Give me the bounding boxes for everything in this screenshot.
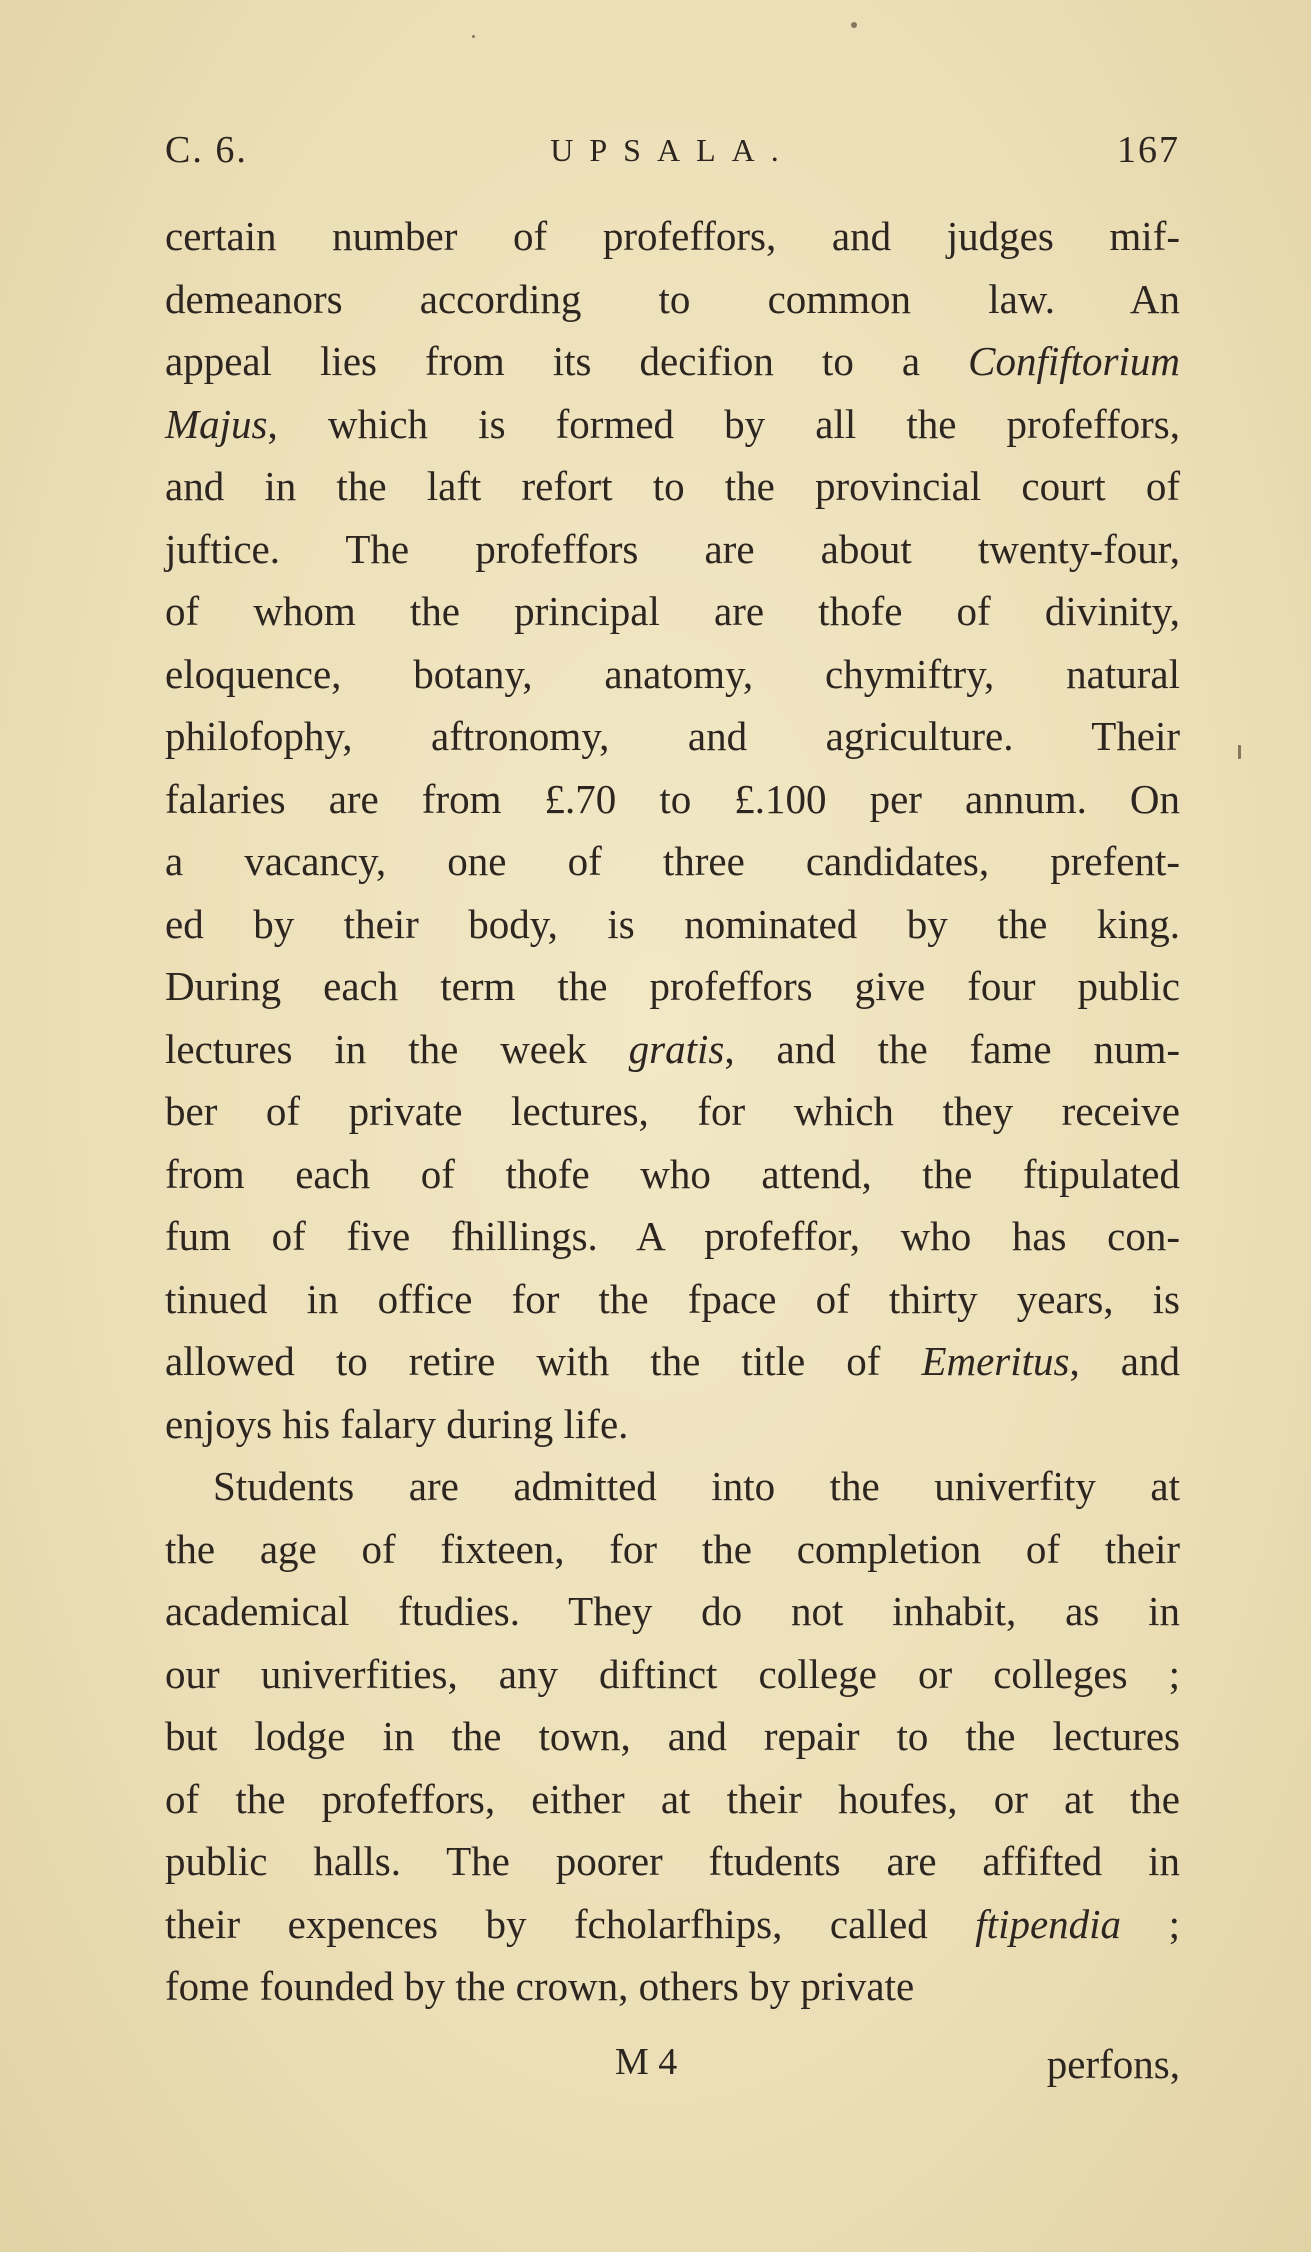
text-segment: of whom the principal are thofe of divinity,	[165, 588, 1180, 634]
italic-term: ftipendia	[975, 1900, 1122, 1947]
text-line	[165, 330, 1180, 393]
body-text	[165, 205, 1180, 2018]
italic-term: Majus	[165, 400, 268, 447]
text-segment: tinued in office for the fpace of thirty years, is	[165, 1275, 1180, 1322]
text-segment: academical ftudies. They do not inhabit, as in	[165, 1588, 1180, 1634]
text-line	[165, 705, 1180, 768]
text-line	[165, 768, 1180, 831]
text-line	[165, 268, 1180, 331]
text-segment: lectures in the week	[165, 1025, 629, 1072]
text-segment: of the profeffors, either at their houfes, or at the	[165, 1775, 1180, 1822]
text-line	[165, 1580, 1180, 1643]
text-segment: , and the fame num-	[724, 1025, 1180, 1072]
italic-term: Emeritus	[921, 1338, 1070, 1384]
text-line	[165, 1268, 1180, 1331]
text-segment: our univerfities, any diftinct college or colleges ;	[165, 1650, 1180, 1697]
text-line	[165, 580, 1180, 643]
text-segment: falaries are from £.70 to £.100 per annum. On	[165, 775, 1180, 822]
text-line	[165, 205, 1180, 268]
text-segment: but lodge in the town, and repair to the lectures	[165, 1713, 1180, 1759]
italic-term: gratis	[628, 1025, 725, 1072]
text-segment: Students are admitted into the univerfity at	[213, 1463, 1180, 1509]
text-segment: ber of private lectures, for which they receive	[165, 1088, 1180, 1134]
text-segment: fum of five fhillings. A profeffor, who has con-	[165, 1213, 1180, 1259]
text-segment: and in the laft refort to the provincial court of	[165, 463, 1180, 509]
text-segment: a vacancy, one of three candidates, prefent-	[165, 838, 1180, 884]
text-line	[165, 1018, 1180, 1081]
running-header	[165, 128, 1180, 178]
text-segment: appeal lies from its decifion to a	[165, 338, 969, 384]
text-line	[165, 1643, 1180, 1706]
text-line	[165, 1080, 1180, 1143]
text-segment: from each of thofe who attend, the ftipulated	[165, 1150, 1180, 1197]
text-segment: , which is formed by all the profeffors,	[267, 400, 1180, 447]
running-title: UPSALA.	[550, 132, 795, 168]
text-line	[165, 1455, 1180, 1518]
text-line	[165, 1768, 1180, 1831]
text-line	[165, 455, 1180, 518]
paper-speck	[472, 35, 475, 38]
text-line	[165, 518, 1180, 581]
text-segment: enjoys his falary during life.	[165, 1400, 629, 1447]
text-line	[165, 1330, 1180, 1393]
signature-mark: M 4	[615, 2041, 678, 2083]
text-segment: eloquence, botany, anatomy, chymiftry, natural	[165, 650, 1180, 697]
text-line	[165, 1830, 1180, 1893]
text-line	[165, 955, 1180, 1018]
text-segment: certain number of profeffors, and judges mif-	[165, 213, 1180, 259]
text-line	[165, 1518, 1180, 1581]
text-segment: ;	[1121, 1900, 1180, 1947]
italic-term: Confiftorium	[968, 338, 1180, 384]
text-segment: , and	[1069, 1338, 1181, 1384]
text-segment: demeanors according to common law. An	[165, 275, 1180, 322]
chapter-label: C. 6.	[165, 129, 248, 171]
paper-speck	[1238, 745, 1241, 759]
text-segment: During each term the profeffors give four public	[165, 963, 1180, 1009]
text-line	[165, 1393, 1180, 1456]
text-line	[165, 1705, 1180, 1768]
text-segment: ed by their body, is nominated by the king.	[165, 900, 1180, 947]
text-line	[165, 393, 1180, 456]
text-segment: the age of fixteen, for the completion of their	[165, 1525, 1180, 1572]
text-line	[165, 1955, 1180, 2018]
text-line	[165, 1143, 1180, 1206]
text-segment: their expences by fcholarfhips, called	[165, 1900, 976, 1947]
text-segment: juftice. The profeffors are about twenty-four,	[165, 525, 1180, 572]
page-number: 167	[1117, 129, 1180, 171]
text-line	[165, 1893, 1180, 1956]
text-segment: public halls. The poorer ftudents are affifted in	[165, 1838, 1180, 1884]
catchword: perfons,	[1046, 2041, 1180, 2087]
text-segment: allowed to retire with the title of	[165, 1338, 922, 1384]
text-line	[165, 830, 1180, 893]
page-footer	[165, 2040, 1180, 2100]
text-line	[165, 893, 1180, 956]
text-segment: philofophy, aftronomy, and agriculture. Their	[165, 713, 1180, 759]
text-segment: fome founded by the crown, others by private	[165, 1963, 915, 2009]
paper-speck	[851, 22, 857, 28]
text-line	[165, 643, 1180, 706]
text-line	[165, 1205, 1180, 1268]
